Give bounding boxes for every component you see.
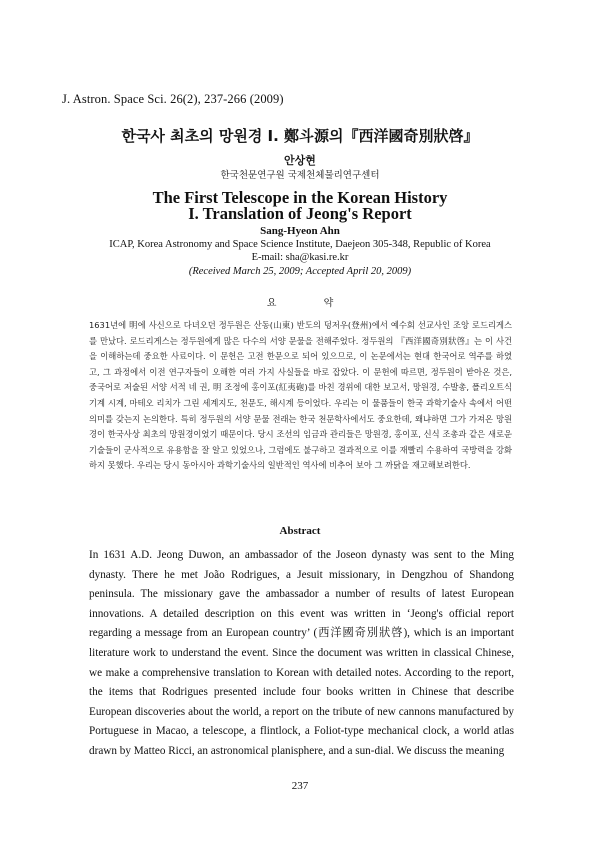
english-abstract-text: In 1631 A.D. Jeong Duwon, an ambassador of the Joseon dynasty was sent to the Ming dynasty. There he met João Rodrigues, a Jesuit missionary, in Dengzhou of Shandong peninsula. The missionary gave the ambassador a number of results of latest European innovations. A detailed description on this event was written in ‘Jeong's official report regarding a message from an European country’ (西洋國奇別狀啓), which is an important literature work to understand the event. Since the document was written in classical Chinese, we make a comprehensive translation to Korean with detailed notes. According to the report, the items that Rodrigues presented include four books written in Chinese that describe European discoveries about the world, a report on the tribute of new cannons manufactured by Portuguese in Macao, a telescope, a flintlock, a Foliot-type mechanical clock, a world atlas drawn by Matteo Ricci, an astronomical planisphere, and a sun-dial. We discuss the meaning: [89, 549, 514, 757]
korean-abstract-text: 1631년에 明에 사신으로 다녀오던 정두원은 산동(山東) 반도의 덩저우(登州)에서 예수회 선교사인 조앙 로드리게스를 만났다. 로드리게스는 정두원에게 많은 다수의 서양 문물을 전해주었다. 정두원의 『西洋國奇別狀啓』는 이 사건을 이해하는데 중요한 사료이다. 이 문헌은 고전 한문으로 되어 있으므로, 이 논문에서는 현대 한국어로 역주를 하였고, 그 과정에서 이전 연구자들이 오해한 여러 가지 사실들을 바로 잡았다. 이 문헌에 따르면, 정두원이 받아온 것은, 중국어로 저술된 서양 서적 네 권, 明 조정에 홍이포(紅夷砲)를 바친 경위에 대한 보고서, 망원경, 수발총, 폴리오트식 기계 시계, 마테오 리치가 그린 세계지도, 천문도, 해시계 등이었다. 우리는 이 물품들이 한국 과학기술사 속에서 어떤 의미를 갖는지 논의한다. 특히 정두원의 서양 문물 전래는 한국 천문학사에서도 중요한데, 왜냐하면 그가 가져온 망원경이 한국사상 최초의 망원경이었기 때문이다. 당시 조선의 임금과 관리들은 망원경, 홍이포, 신식 조총과 같은 새로운 기술들이 군사적으로 유용함을 잘 알고 있었으나, 그럼에도 불구하고 결과적으로 이를 재빨리 수용하여 국방력을 강화하지 못했다. 우리는 당시 동아시아 과학기술사의 일반적인 역사에 비추어 보아 그 까닭을 재고해보려한다.: [89, 320, 512, 471]
korean-author: 안상현: [284, 154, 316, 167]
affiliation-address: ICAP, Korea Astronomy and Space Science Institute, Daejeon 305-348, Republic of Korea: [109, 239, 491, 250]
author-email: E-mail: sha@kasi.re.kr: [251, 252, 349, 263]
korean-abstract: [89, 318, 512, 474]
english-abstract: [89, 546, 514, 762]
received-dates: (Received March 25, 2009; Accepted April 20, 2009): [188, 266, 412, 277]
english-author: Sang-Hyeon Ahn: [260, 225, 340, 237]
korean-title: 한국사 최초의 망원경 I. 鄭斗源의『西洋國奇別狀啓』: [121, 127, 479, 145]
english-affiliation: [0, 238, 600, 264]
english-title-line-2: I. Translation of Jeong's Report: [188, 204, 412, 223]
korean-abstract-heading: 요 약: [266, 298, 356, 309]
korean-affiliation: 한국천문연구원 국제천체물리연구센터: [220, 170, 380, 181]
page-number: 237: [291, 780, 309, 792]
english-abstract-heading: Abstract: [279, 525, 321, 537]
english-title-line-1: The First Telescope in the Korean History: [152, 188, 448, 207]
journal-reference: J. Astron. Space Sci. 26(2), 237-266 (2009): [62, 92, 284, 106]
english-title: [0, 190, 600, 222]
